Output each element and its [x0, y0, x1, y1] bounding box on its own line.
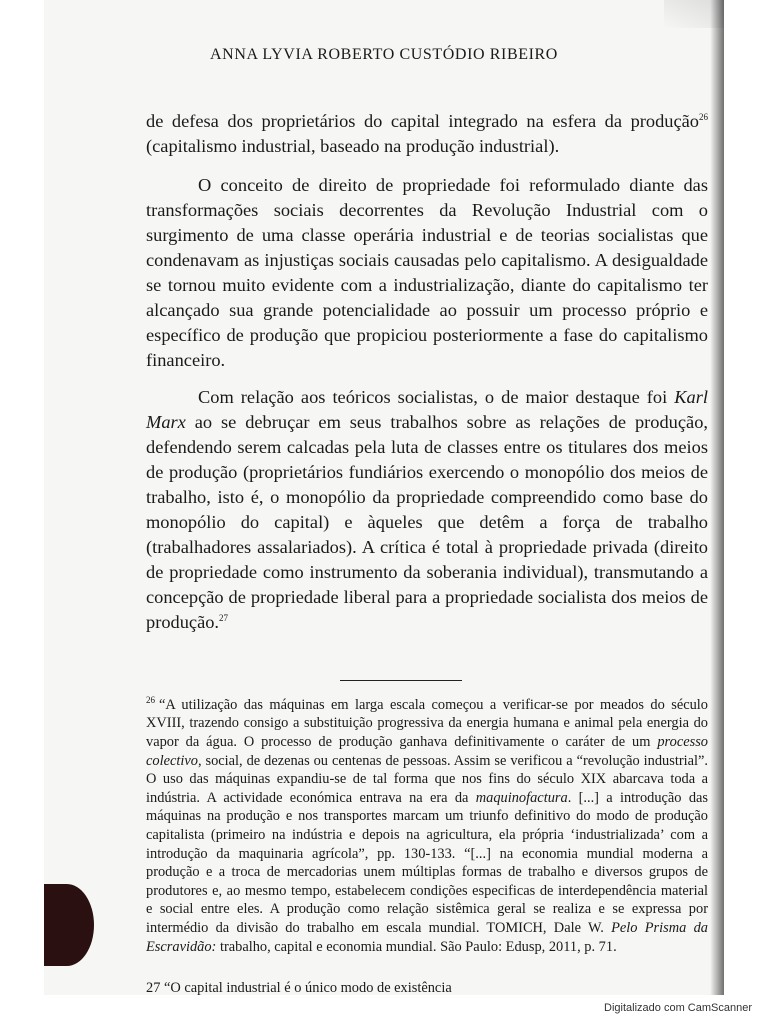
footnote-26-mark: 26 [146, 695, 155, 705]
footnote-26-part1: “A utilização das máquinas em larga escala começou a verificar-se por meados do século XVIII, trazendo consigo a substituição progressiva da energia humana e animal pela energia do vapor da água. O processo de produção ganhava definitivamente o caráter de um [146, 696, 708, 750]
paragraph-1-tail: (capitalismo industrial, baseado na produção industrial). [146, 136, 560, 156]
paragraph-3-text-after: ao se debruçar em seus trabalhos sobre as relações de produção, defendendo serem calcadas pela luta de classes entre os titulares dos meios de produção (proprietários fundiários exercendo o monopólio dos meios de trabalho, isto é, o monopólio da propriedade compreendido como base do monopólio do capital) e àqueles que detêm a força de trabalho (trabalhadores assalariados). A crítica é total à propriedade privada (direito de propriedade como instrumento da soberania individual), transmutando a concepção de propriedade liberal para a propriedade socialista dos meios de produção. [146, 412, 708, 632]
footnote-26-part2: , social, de dezenas ou centenas de pessoas. Assim se verificou a “revolução industrial”. O uso das máquinas expandiu-se de tal forma que nos fins do século XIX abarcava toda a indústria. A actividade económica entrava na era da [146, 752, 708, 806]
footnote-separator [340, 680, 462, 681]
paragraph-1 [146, 109, 708, 159]
footnote-26-italic3: Pelo Prisma da Escravidão: [146, 919, 708, 955]
paragraph-3-italic-name: Karl Marx [146, 387, 708, 432]
footnote-26-part4: trabalho, capital e economia mundial. São Paulo: Edusp, 2011, p. 71. [216, 938, 617, 955]
paragraph-2-text: O conceito de direito de propriedade foi reformulado diante das transformações sociais decorrentes da Revolução Industrial com o surgimento de uma classe operária industrial e de teorias socialistas que condenavam as injustiças sociais causadas pelo capitalismo. A desigualdade se tornou muito evidente com a industrialização, diante do capitalismo ter alcançado sua grande potencialidade ao possuir um processo próprio e específico de produção que propiciou posteriormente a fase do capitalismo financeiro. [146, 175, 708, 370]
footnote-26 [146, 691, 708, 956]
footnote-ref-26[interactable]: 26 [699, 111, 708, 122]
paragraph-3 [146, 385, 708, 635]
footnote-ref-27[interactable]: 27 [219, 612, 229, 623]
footnote-27-cut-off: 27 “O capital industrial é o único modo de existência [146, 980, 452, 995]
footnote-26-part3: . [...] a introdução das máquinas na produção e nos transportes marcam um triunfo definitivo do modo de produção capitalista (primeiro na indústria e depois na agricultura, ela própria ‘industrializada’ com a introdução da maquinaria agrícola”, pp. 130-133. “[...] na economia mundial moderna a produção e a troca de mercadorias unem múltiplas formas de trabalho e diversos grupos de produtores e, ao mesmo tempo, estabelecem condições especificas de interdependência material e social entre eles. A produção como relação sistêmica geral se realiza e se expressa por intermédio da divisão do trabalho em escala mundial. TOMICH, Dale W. [146, 789, 708, 936]
running-head: ANNA LYVIA ROBERTO CUSTÓDIO RIBEIRO [210, 46, 558, 63]
paragraph-2 [146, 173, 708, 373]
paragraph-3-text-before: Com relação aos teóricos socialistas, o de maior destaque foi [198, 387, 675, 407]
footnote-26-italic1: processo colectivo [146, 733, 708, 769]
footnote-26-italic2: maquinofactura [475, 789, 568, 806]
paragraph-1-text: de defesa dos proprietários do capital integrado na esfera da produção [146, 111, 699, 131]
scanner-watermark: Digitalizado com CamScanner [604, 1002, 752, 1014]
page-edge-shadow [710, 0, 724, 995]
